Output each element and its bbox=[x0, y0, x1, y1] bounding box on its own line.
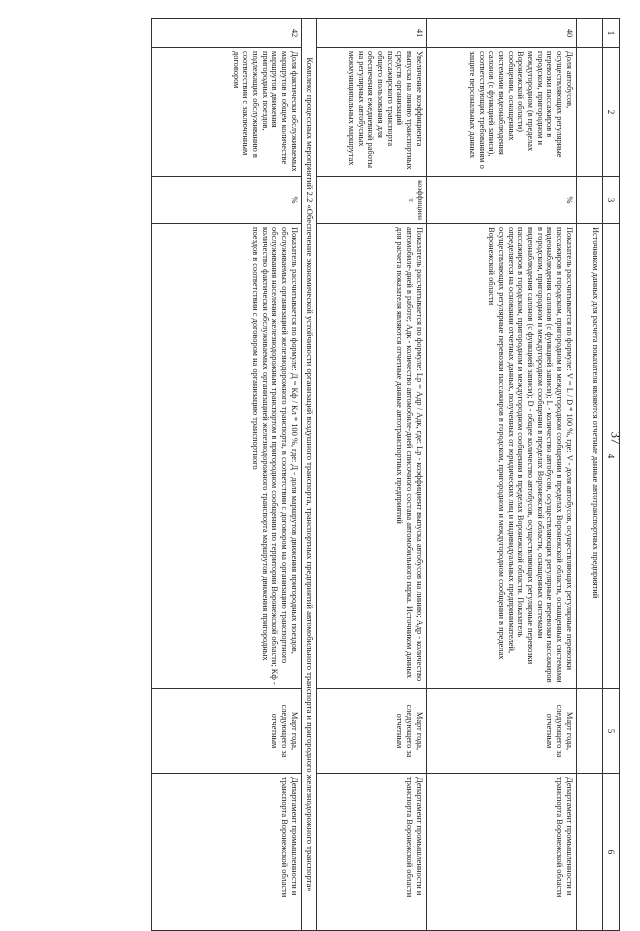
row-number: 42 bbox=[151, 19, 301, 48]
indicator-name: Доля автобусов, осуществляющих регулярные перевозки пассажиров в городском, пригородном и междугородном (в пределах Воронежской области) сообщении, оснащенных системами видеонаблюдения салонов (с функцией записи), соответствующих требованиям о защите персональных данных bbox=[426, 48, 576, 177]
indicator-name: Увеличение коэффициента выпуска на линию транспортных средств организаций пассажирского транспорта общего пользования для обеспечения ежедневной работы на регулярных автобусных межмуниципальных маршрутах bbox=[316, 48, 426, 177]
unit-cell: % bbox=[426, 177, 576, 224]
header-row bbox=[602, 19, 619, 931]
method-cell: Показатель рассчитывается по формуле: V = L / D * 100 %, где: V - доля автобусов, осуществляющих регулярные перевозки пассажиров в городском, пригородном и междугородном сообщении в пределах Воронежской области, оснащенных системами видеонаблюдения салонов (с функцией записи); L - количество автобусов, осуществляющих регулярные перевозки пассажиров в городском, пригородном и междугородном сообщении в пределах Воронежской области, оснащенных системами видеонаблюдения салонов (с функцией записи); D - общее количество автобусов, осуществляющих регулярные перевозки пассажиров в городском, пригородном и междугородном сообщении в пределах Воронежской области. Показатель определяется на основании отчетных данных, полученных от юридических лиц и индивидуальных предпринимателей, осуществляющих регулярные перевозки пассажиров в городском, пригородном и междугородном сообщении в пределах Воронежской области bbox=[426, 224, 576, 689]
term-cell: Март года, следующего за отчетным bbox=[151, 689, 301, 774]
method-cell: Показатель рассчитывается по формуле: Д = Кф / Кл * 100 %, где: Д - доля маршрутов движения пригородных поездов, обслуживаемых организацией железнодорожного транспорта, в соответствии с договором на организацию транспортного обслуживания населения железнодорожным транспортом в пригородном сообщении по территории Воронежской области; Кф - количество фактически обслуживаемых организацией железнодорожного транспорта маршрутов движения пригородных поездов в соответствии с договором на организацию транспортного bbox=[151, 224, 301, 689]
table-row bbox=[151, 19, 301, 931]
header-col-5: 5 bbox=[602, 689, 619, 774]
method-cell: Показатель рассчитывается по формуле: Lp = Адр / Адк, где: Lp - коэффициент выпуска автобусов на линию; Адр - количество автомобиле-дней в работе; Адк - количество автомобиле-дней списочного состава автомобильного парка. Источником данных для расчета показателя являются отчетные данные автотранспортных предприятий bbox=[316, 224, 426, 689]
header-col-6: 6 bbox=[602, 774, 619, 931]
unit-cell: % bbox=[151, 177, 301, 224]
section-title: Комплекс процессных мероприятий 2.2 «Обеспечение экономической устойчивости организаций воздушного транспорта, транспортных предприятий автомобильного транспорта и пригородного железнодорожного транспорта» bbox=[301, 19, 316, 931]
unit-cell: коэффициент bbox=[316, 177, 426, 224]
page-number: 37 bbox=[608, 431, 624, 445]
rotated-table-stage bbox=[60, 18, 620, 898]
table-row bbox=[576, 19, 602, 931]
responsible-cell: Департамент промышленности и транспорта Воронежской области bbox=[316, 774, 426, 931]
section-row bbox=[301, 19, 316, 931]
responsible-cell: Департамент промышленности и транспорта Воронежской области bbox=[151, 774, 301, 931]
row-number: 40 bbox=[426, 19, 576, 48]
row-number: 41 bbox=[316, 19, 426, 48]
table-row bbox=[316, 19, 426, 931]
indicator-name: Доля фактически обслуживаемых маршрутов в общем количестве маршрутов движения пригородных поездов, подлежащих обслуживанию в соответствии с заключенным договором bbox=[151, 48, 301, 177]
term-cell: Март года, следующего за отчетным bbox=[426, 689, 576, 774]
table-row bbox=[426, 19, 576, 931]
data-source-cell: Источником данных для расчета показателя являются отчетные данные автотранспортных предприятий bbox=[576, 224, 602, 689]
header-col-2: 2 bbox=[602, 48, 619, 177]
header-col-4: 4 bbox=[602, 224, 619, 689]
header-col-1: 1 bbox=[602, 19, 619, 48]
header-col-3: 3 bbox=[602, 177, 619, 224]
indicators-table bbox=[151, 18, 620, 931]
term-cell: Март года, следующего за отчетным bbox=[316, 689, 426, 774]
responsible-cell: Департамент промышленности и транспорта Воронежской области bbox=[426, 774, 576, 931]
